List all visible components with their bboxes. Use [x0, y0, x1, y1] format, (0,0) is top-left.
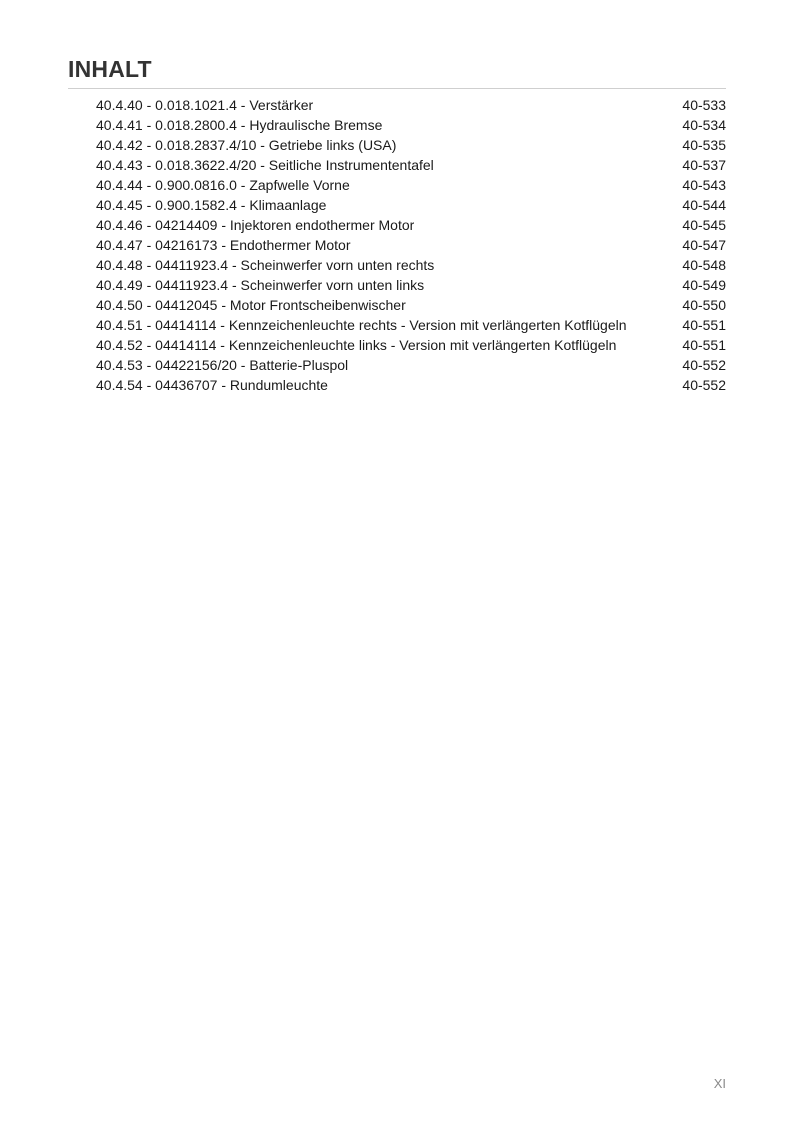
- toc-entry-page: 40-547: [682, 237, 726, 253]
- toc-entry-page: 40-545: [682, 217, 726, 233]
- toc-entry-page: 40-552: [682, 357, 726, 373]
- toc-entry-title: 40.4.44 - 0.900.0816.0 - Zapfwelle Vorne: [96, 177, 350, 193]
- toc-entry[interactable]: [96, 95, 726, 115]
- toc-entry-page: 40-551: [682, 337, 726, 353]
- toc-entry-page: 40-537: [682, 157, 726, 173]
- toc-entry[interactable]: [96, 375, 726, 395]
- toc-entry-page: 40-533: [682, 97, 726, 113]
- toc-entry-title: 40.4.54 - 04436707 - Rundumleuchte: [96, 377, 328, 393]
- table-of-contents: [96, 95, 726, 395]
- toc-entry[interactable]: [96, 235, 726, 255]
- toc-entry-page: 40-550: [682, 297, 726, 313]
- title-divider: [68, 88, 726, 89]
- toc-entry[interactable]: [96, 215, 726, 235]
- toc-entry-title: 40.4.46 - 04214409 - Injektoren endothermer Motor: [96, 217, 415, 233]
- toc-entry[interactable]: [96, 355, 726, 375]
- toc-entry-title: 40.4.47 - 04216173 - Endothermer Motor: [96, 237, 351, 253]
- toc-entry[interactable]: [96, 335, 726, 355]
- toc-entry-title: 40.4.48 - 04411923.4 - Scheinwerfer vorn unten rechts: [96, 257, 435, 273]
- toc-entry-page: 40-551: [682, 317, 726, 333]
- toc-entry[interactable]: [96, 175, 726, 195]
- toc-entry[interactable]: [96, 255, 726, 275]
- toc-entry[interactable]: [96, 135, 726, 155]
- toc-entry-title: 40.4.42 - 0.018.2837.4/10 - Getriebe links (USA): [96, 137, 397, 153]
- toc-entry[interactable]: [96, 195, 726, 215]
- toc-entry[interactable]: [96, 155, 726, 175]
- toc-entry-page: 40-534: [682, 117, 726, 133]
- toc-entry-page: 40-544: [682, 197, 726, 213]
- toc-entry-title: 40.4.41 - 0.018.2800.4 - Hydraulische Bremse: [96, 117, 383, 133]
- toc-entry[interactable]: [96, 275, 726, 295]
- toc-entry-title: 40.4.53 - 04422156/20 - Batterie-Pluspol: [96, 357, 349, 373]
- toc-entry[interactable]: [96, 315, 726, 335]
- toc-entry-title: 40.4.45 - 0.900.1582.4 - Klimaanlage: [96, 197, 327, 213]
- page-title: INHALT: [68, 56, 152, 82]
- toc-entry-title: 40.4.52 - 04414114 - Kennzeichenleuchte links - Version mit verlängerten Kotflügeln: [96, 337, 617, 353]
- toc-entry-page: 40-549: [682, 277, 726, 293]
- toc-entry-title: 40.4.51 - 04414114 - Kennzeichenleuchte rechts - Version mit verlängerten Kotflügeln: [96, 317, 627, 333]
- toc-entry-page: 40-548: [682, 257, 726, 273]
- toc-entry[interactable]: [96, 115, 726, 135]
- toc-entry-page: 40-543: [682, 177, 726, 193]
- page-number: XI: [713, 1076, 726, 1091]
- toc-entry-page: 40-552: [682, 377, 726, 393]
- toc-entry-title: 40.4.49 - 04411923.4 - Scheinwerfer vorn unten links: [96, 277, 425, 293]
- toc-entry-page: 40-535: [682, 137, 726, 153]
- toc-entry[interactable]: [96, 295, 726, 315]
- toc-entry-title: 40.4.40 - 0.018.1021.4 - Verstärker: [96, 97, 314, 113]
- toc-entry-title: 40.4.43 - 0.018.3622.4/20 - Seitliche Instrumententafel: [96, 157, 434, 173]
- toc-entry-title: 40.4.50 - 04412045 - Motor Frontscheibenwischer: [96, 297, 406, 313]
